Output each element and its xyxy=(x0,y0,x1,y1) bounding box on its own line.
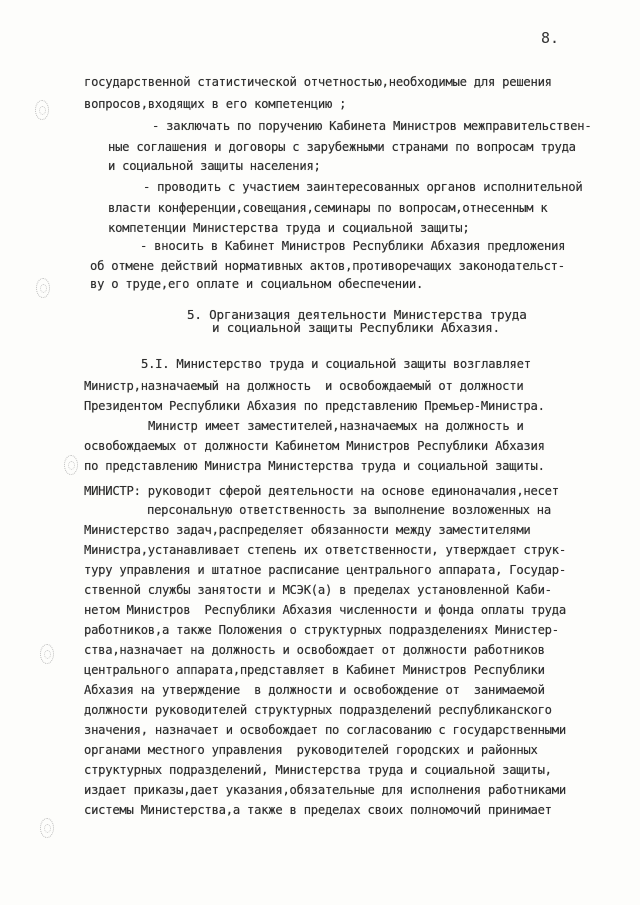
text-line: ственной службы занятости и МСЭК(а) в пределах установленной Каби- xyxy=(84,583,552,597)
text-line: по представлению Министра Министерства труда и социальной защиты. xyxy=(84,459,545,473)
text-line: об отмене действий нормативных актов,противоречащих законодательст- xyxy=(90,259,565,273)
text-line: Министр имеет заместителей,назначаемых на должность и xyxy=(148,419,524,433)
text-line: Министра,устанавливает степень их ответственности, утверждает струк- xyxy=(84,543,566,557)
text-line: ства,назначает на должность и освобождает от должности работников xyxy=(84,643,545,657)
page-number: 8. xyxy=(541,29,560,47)
binder-hole-mark xyxy=(64,455,78,475)
text-line: органами местного управления руководителей городских и районных xyxy=(84,743,538,757)
text-line: ные соглашения и договоры с зарубежными странами по вопросам труда xyxy=(108,140,576,154)
text-line: вопросов,входящих в его компетенцию ; xyxy=(84,97,347,111)
text-line: должности руководителей структурных подразделений республиканского xyxy=(84,703,552,717)
text-line: власти конференции,совещания,семинары по вопросам,отнесенным к xyxy=(108,201,548,215)
text-line: работников,а также Положения о структурных подразделениях Министер- xyxy=(84,623,559,637)
binder-hole-mark xyxy=(40,644,54,664)
text-line: и социальной защиты населения; xyxy=(108,159,321,173)
text-line: Министерство задач,распределяет обязанности между заместителями xyxy=(84,523,531,537)
text-line: - вносить в Кабинет Министров Республики Абхазия предложения xyxy=(140,239,566,253)
text-line: компетенции Министерства труда и социальной защиты; xyxy=(108,221,470,235)
text-line: структурных подразделений, Министерства труда и социальной защиты, xyxy=(84,763,552,777)
text-line: нетом Министров Республики Абхазия численности и фонда оплаты труда xyxy=(84,603,566,617)
text-line: центрального аппарата,представляет в Кабинет Министров Республики xyxy=(84,663,545,677)
text-line: издает приказы,дает указания,обязательные для исполнения работниками xyxy=(84,783,566,797)
text-line: Абхазия на утверждение в должности и освобождение от занимаемой xyxy=(84,683,545,697)
section-heading-line: и социальной защиты Республики Абхазия. xyxy=(212,320,500,335)
binder-hole-mark xyxy=(40,818,54,838)
text-line: системы Министерства,а также в пределах своих полномочий принимает xyxy=(84,803,552,817)
text-line: МИНИСТР: руководит сферой деятельности на основе единоначалия,несет xyxy=(84,484,559,498)
text-line: 5.I. Министерство труда и социальной защиты возглавляет xyxy=(141,357,531,371)
text-line: значения, назначает и освобождает по согласованию с государственными xyxy=(84,723,566,737)
text-line: Президентом Республики Абхазия по представлению Премьер-Министра. xyxy=(84,399,545,413)
text-line: освобождаемых от должности Кабинетом Министров Республики Абхазия xyxy=(84,439,545,453)
binder-hole-mark xyxy=(36,278,50,298)
text-line: Министр,назначаемый на должность и освобождаемый от должности xyxy=(84,379,524,393)
section-heading-line: 5. Организация деятельности Министерства труда xyxy=(187,307,527,322)
text-line: ву о труде,его оплате и социальном обеспечении. xyxy=(90,277,424,291)
text-line: государственной статистической отчетностью,необходимые для решения xyxy=(84,75,552,89)
text-line: персональную ответственность за выполнение возложенных на xyxy=(147,503,551,517)
binder-hole-mark xyxy=(35,100,49,120)
text-line: туру управления и штатное расписание центрального аппарата, Государ- xyxy=(84,563,566,577)
text-line: - заключать по поручению Кабинета Министров межправительствен- xyxy=(152,119,592,133)
text-line: - проводить с участием заинтересованных органов исполнительной xyxy=(143,180,583,194)
